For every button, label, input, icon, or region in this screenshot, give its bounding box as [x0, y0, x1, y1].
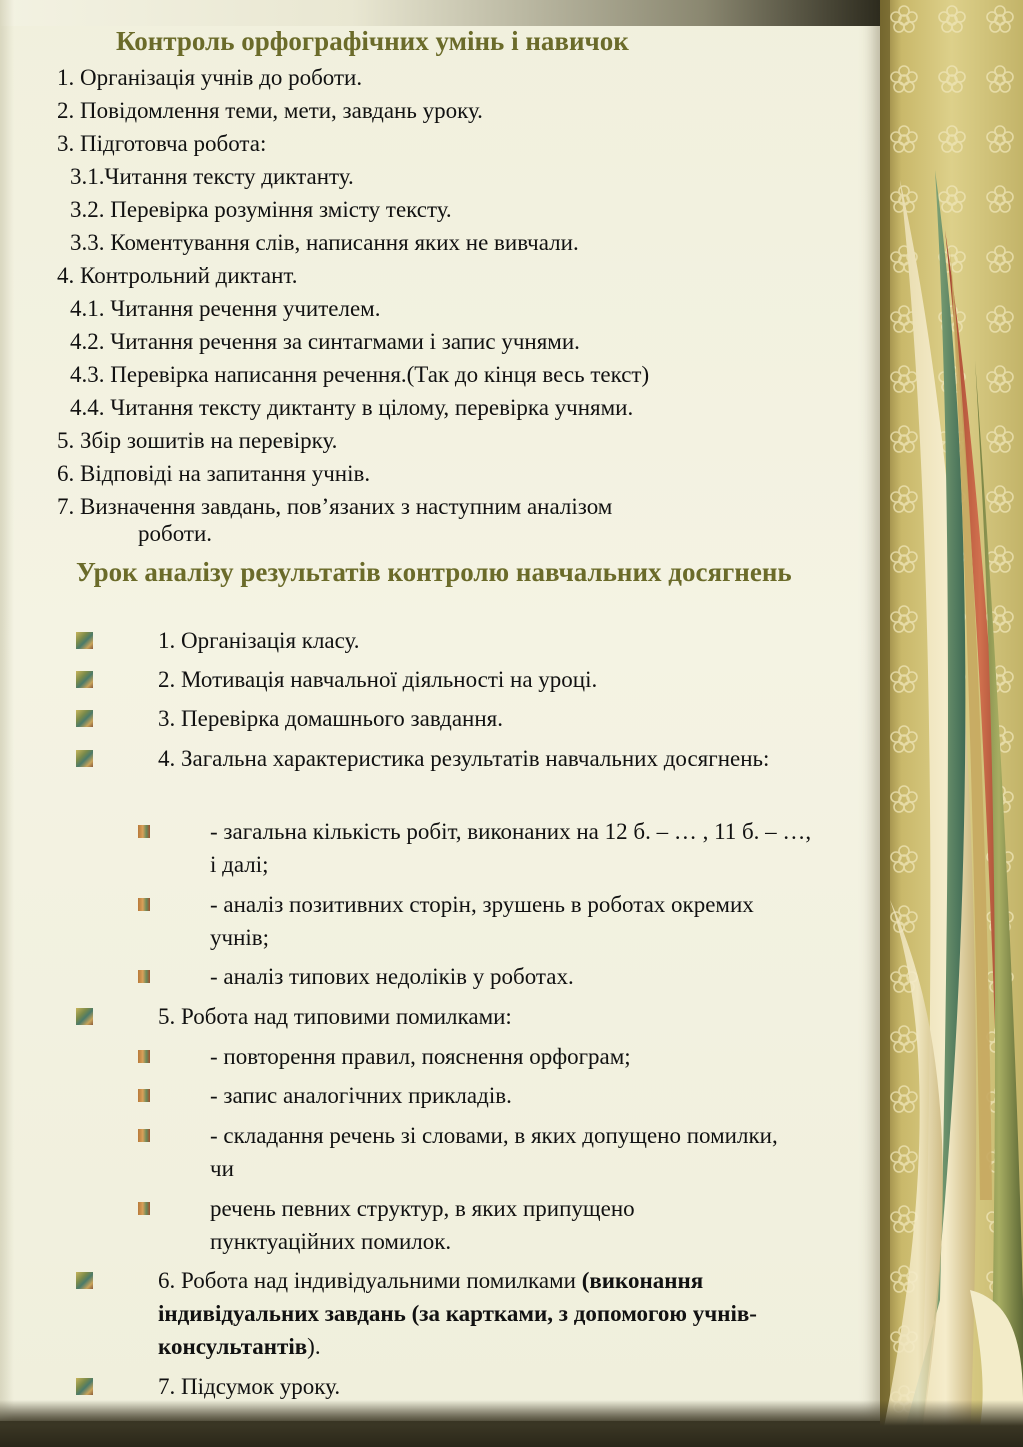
list-item: - повторення правил, пояснення орфограм;: [210, 1044, 631, 1069]
bullet-icon: [76, 1272, 93, 1289]
list-item: 7. Визначення завдань, пов’язаних з наступним аналізом: [57, 494, 613, 519]
list-item: - складання речень зі словами, в яких допущено помилки, чи: [210, 1123, 778, 1181]
list-item: - аналіз позитивних сторін, зрушень в роботах окремих учнів;: [210, 892, 754, 950]
list-item: 4.4. Читання тексту диктанту в цілому, перевірка учнями.: [70, 395, 634, 420]
sub-bullet-icon: [138, 1129, 150, 1142]
list-item: 4.1. Читання речення учителем.: [70, 296, 381, 321]
list-item: 2. Мотивація навчальної діяльності на уроці.: [158, 667, 598, 692]
list-item: 3.3. Коментування слів, написання яких не вивчали.: [70, 230, 579, 255]
bullet-icon: [76, 671, 93, 688]
bullet-icon: [76, 710, 93, 727]
list-item: - загальна кількість робіт, виконаних на 12 б. – … , 11 б. – …, і далі;: [210, 819, 812, 877]
list-item: 2. Повідомлення теми, мети, завдань уроку.: [57, 98, 483, 123]
list-item-continuation: роботи.: [138, 521, 213, 546]
sub-bullet-icon: [138, 970, 150, 983]
list-item: 6. Відповіді на запитання учнів.: [57, 461, 371, 486]
sub-bullet-icon: [138, 1202, 150, 1215]
list-item: 5. Збір зошитів на перевірку.: [57, 428, 338, 453]
sub-bullet-icon: [138, 898, 150, 911]
list-item: 4.2. Читання речення за синтагмами і запис учнями.: [70, 329, 580, 354]
list-item: 1. Організація класу.: [158, 628, 360, 653]
list-item: - запис аналогічних прикладів.: [210, 1083, 512, 1108]
list-item: 1. Організація учнів до роботи.: [57, 65, 363, 90]
list-item: 5. Робота над типовими помилками:: [158, 1004, 512, 1029]
list-item-text: 6. Робота над індивідуальними помилками: [158, 1268, 582, 1293]
list-item: [158, 1264, 823, 1363]
bullet-icon: [76, 1378, 93, 1395]
list-item: - аналіз типових недоліків у роботах.: [210, 964, 574, 989]
sub-bullet-icon: [138, 1050, 150, 1063]
bullet-icon: [76, 1008, 93, 1025]
list-item: 3. Перевірка домашнього завдання.: [158, 706, 503, 731]
sub-bullet-icon: [138, 825, 150, 838]
list-item: 4.3. Перевірка написання речення.(Так до кінця весь текст): [70, 362, 650, 387]
decorative-ribbon-panel: [880, 0, 1023, 1447]
list-item-tail: ).: [307, 1334, 321, 1359]
list-item: 7. Підсумок уроку.: [158, 1374, 341, 1399]
sub-bullet-icon: [138, 1089, 150, 1102]
bullet-icon: [76, 632, 93, 649]
list-item-bold-text: (виконання індивідуальних завдань (за картками, з допомогою учнів-консультантів: [158, 1268, 757, 1359]
list-item: речень певних структур, в яких припущено пунктуаційних помилок.: [210, 1196, 635, 1254]
list-item: 3.1.Читання тексту диктанту.: [70, 164, 354, 189]
section1-title: Контроль орфографічних умінь і навичок: [116, 26, 629, 56]
bullet-icon: [76, 750, 93, 767]
section2-title: Урок аналізу результатів контролю навчальних досягнень: [76, 557, 792, 587]
list-item: 3. Підготовча робота:: [57, 131, 267, 156]
list-item: 4. Загальна характеристика результатів навчальних досягнень:: [158, 746, 770, 771]
list-item: 3.2. Перевірка розуміння змісту тексту.: [70, 197, 452, 222]
list-item: 4. Контрольний диктант.: [57, 263, 298, 288]
